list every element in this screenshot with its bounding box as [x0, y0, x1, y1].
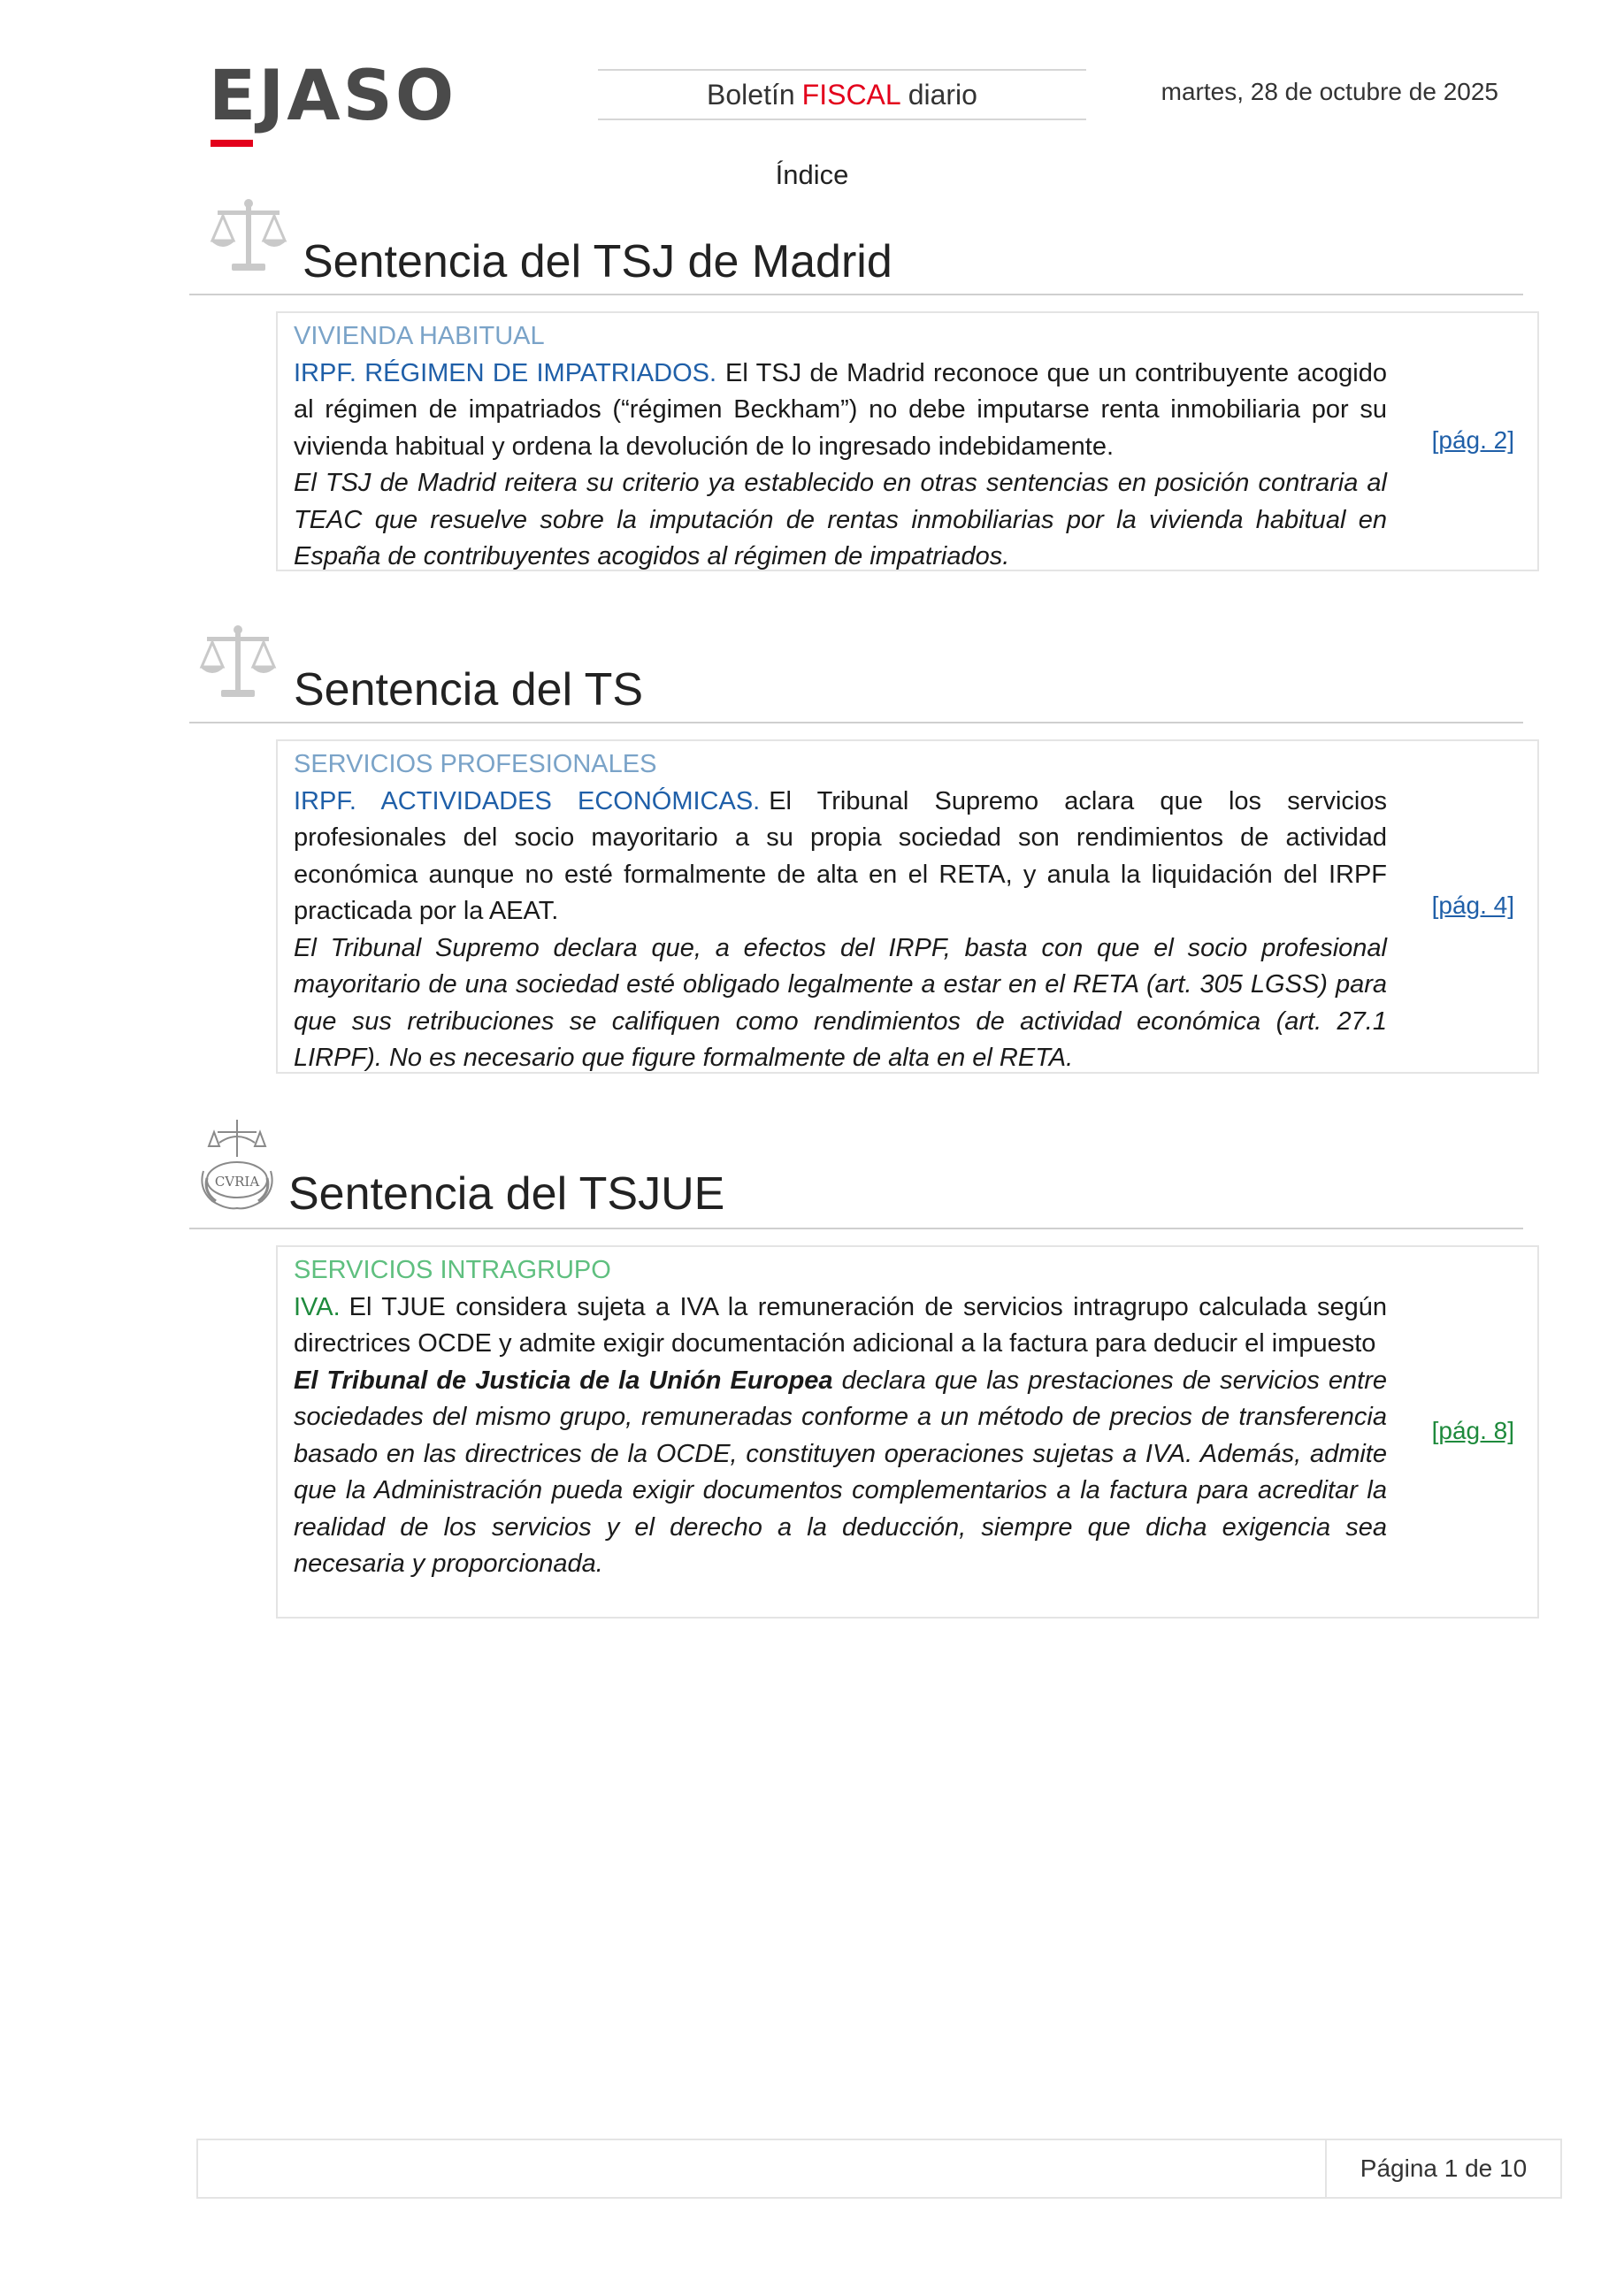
entry-detail: El Tribunal Supremo declara que, a efectos del IRPF, basta con que el socio profesional mayoritario de una sociedad esté obligado legalmente a estar en el RETA (art. 305 LGSS) para que sus retribuciones se califiquen como rendimientos de actividad económica (art. 27.1 LIRPF). No es necesario que figure formalmente de alta en el RETA.	[294, 933, 1387, 1072]
entry-detail	[294, 1363, 1387, 1583]
seal-text: CVRIA	[214, 1174, 260, 1190]
entry-body	[294, 746, 1387, 1077]
bulletin-prefix: Boletín	[707, 78, 795, 111]
section-divider	[189, 722, 1523, 723]
entry-category: SERVICIOS PROFESIONALES	[294, 750, 657, 778]
entry-detail-text: declara que las prestaciones de servicios entre sociedades del mismo grupo, remuneradas conforme a un método de precios de transferencia basado en las directrices de la OCDE, constituyen operaciones sujetas a IVA. Además, admite que la Administración pueda exigir documentos complementarios a la factura para acreditar la realidad de los servicios y el derecho a la deducción, siempre que dicha exigencia sea necesaria y proporcionada.	[294, 1366, 1388, 1578]
section-title: Sentencia del TSJUE	[288, 1168, 725, 1220]
bulletin-title	[598, 69, 1086, 120]
entry-summary	[294, 356, 1387, 466]
entry-summary-text: El Tribunal Supremo aclara que los servicios profesionales del socio mayoritario a su propia sociedad son rendimientos de actividad económica aunque no esté formalmente de alta en el RETA, y anula la liquidación del IRPF practicada por la AEAT.	[294, 786, 1387, 925]
entry-body	[294, 318, 1387, 576]
entry-summary	[294, 1290, 1387, 1363]
entry-category: VIVIENDA HABITUAL	[294, 322, 545, 350]
section-title: Sentencia del TSJ de Madrid	[303, 236, 892, 287]
entry-lead: IRPF. RÉGIMEN DE IMPATRIADOS.	[294, 358, 717, 387]
page-link[interactable]: [pág. 8]	[1431, 1417, 1514, 1444]
entry-lead: IRPF. ACTIVIDADES ECONÓMICAS.	[294, 786, 761, 815]
index-entry-card	[276, 739, 1539, 1074]
scales-icon	[209, 196, 288, 276]
entry-lead: IVA.	[294, 1292, 341, 1321]
bulletin-accent: FISCAL	[801, 78, 901, 111]
index-entry-card	[276, 311, 1539, 571]
bulletin-suffix: diario	[908, 78, 977, 111]
entry-body	[294, 1252, 1387, 1583]
page-number: Página 1 de 10	[1325, 2139, 1562, 2199]
footer-left-box	[196, 2139, 1327, 2199]
bulletin-date: martes, 28 de octubre de 2025	[1161, 78, 1498, 105]
section-divider	[189, 294, 1523, 295]
index-entry-card	[276, 1245, 1539, 1619]
entry-summary-text: El TSJ de Madrid reconoce que un contribuyente acogido al régimen de impatriados (“régimen Beckham”) no debe imputarse renta inmobiliaria por su vivienda habitual y ordena la devolución de lo ingresado indebidamente.	[294, 358, 1387, 461]
scales-icon	[198, 623, 278, 702]
entry-summary-text: El TJUE considera sujeta a IVA la remuneración de servicios intragrupo calculada según directrices OCDE y admite exigir documentación adicional a la factura para deducir el impuesto	[294, 1292, 1387, 1358]
entry-detail: El TSJ de Madrid reitera su criterio ya establecido en otras sentencias en posición contraria al TEAC que resuelve sobre la imputación de rentas inmobiliarias por la vivienda habitual en España de contribuyentes acogidos al régimen de impatriados.	[294, 469, 1387, 570]
ejaso-logo	[209, 57, 471, 150]
logo-text: EJASO	[209, 57, 457, 136]
entry-category: SERVICIOS INTRAGRUPO	[294, 1256, 611, 1284]
entry-summary	[294, 784, 1387, 930]
curia-seal-icon	[195, 1116, 280, 1213]
entry-detail-bold: El Tribunal de Justicia de la Unión Europea	[294, 1366, 833, 1395]
page-link[interactable]: [pág. 2]	[1431, 426, 1514, 454]
page-link[interactable]: [pág. 4]	[1431, 892, 1514, 919]
section-title: Sentencia del TS	[294, 664, 644, 716]
logo-accent-bar	[211, 140, 253, 147]
index-title: Índice	[775, 159, 849, 190]
section-divider	[189, 1228, 1523, 1229]
